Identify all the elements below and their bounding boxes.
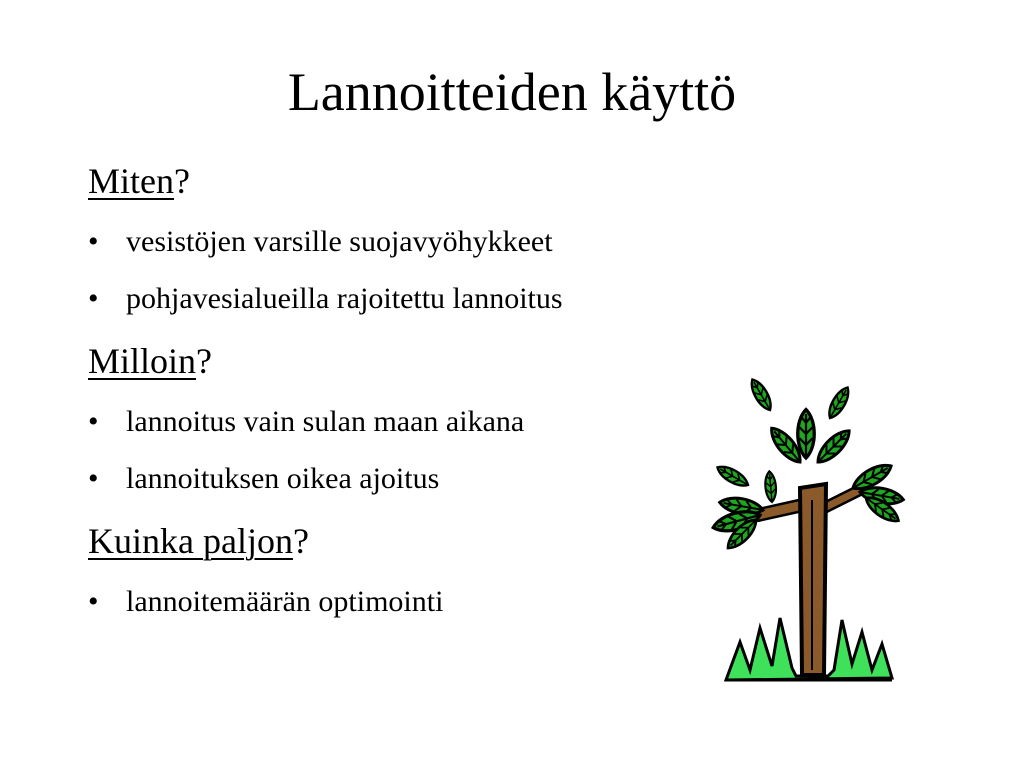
heading-word: Miten [88, 161, 174, 201]
bullet-item [88, 279, 563, 319]
heading-word: Kuinka paljon [88, 521, 293, 561]
bullet-dot: • [88, 585, 99, 618]
section-heading-kuinka-paljon [88, 518, 309, 564]
bullet-text: lannoitemäärän optimointi [126, 585, 444, 618]
heading-punct: ? [174, 161, 190, 201]
heading-word: Milloin [88, 341, 197, 381]
bullet-text: lannoituksen oikea ajoitus [126, 462, 440, 495]
bullet-text: lannoitus vain sulan maan aikana [126, 405, 525, 438]
bullet-dot: • [88, 462, 99, 495]
bullet-dot: • [88, 225, 99, 258]
bullet-dot: • [88, 282, 99, 315]
bullet-dot: • [88, 405, 99, 438]
bullet-item [88, 459, 439, 499]
section-heading-milloin [88, 338, 212, 384]
heading-punct: ? [196, 341, 213, 381]
bullet-item [88, 222, 553, 262]
bullet-item [88, 402, 524, 442]
slide-title: Lannoitteiden käyttö [287, 62, 737, 122]
bullet-text: vesistöjen varsille suojavyöhykkeet [126, 225, 553, 258]
bullet-item [88, 582, 443, 622]
bullet-text: pohjavesialueilla rajoitettu lannoitus [126, 282, 563, 315]
section-heading-miten [88, 158, 190, 204]
heading-punct: ? [292, 521, 309, 561]
tree-clipart-icon [668, 370, 948, 690]
